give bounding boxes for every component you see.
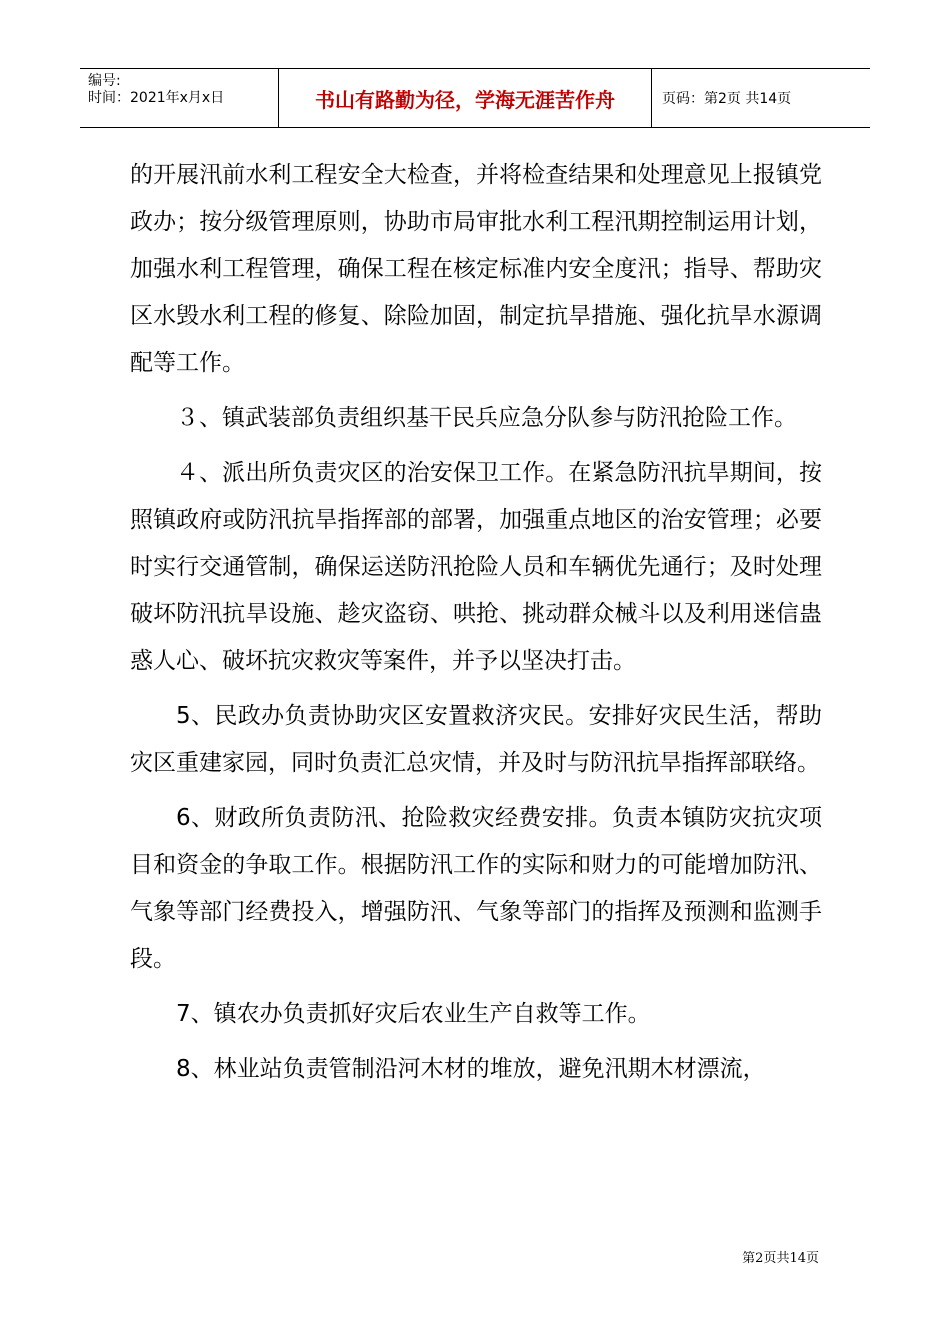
paragraph-item-5: 5、民政办负责协助灾区安置救济灾民。安排好灾民生活，帮助灾区重建家园，同时负责汇总灾情，并及时与防汛抗旱指挥部联络。 — [130, 703, 822, 776]
header-meta — [80, 69, 279, 127]
paragraph-item-3: ３、镇武装部负责组织基干民兵应急分队参与防汛抢险工作。 — [176, 405, 797, 431]
paragraph-item-4: ４、派出所负责灾区的治安保卫工作。在紧急防汛抗旱期间，按照镇政府或防汛抗旱指挥部的部署，加强重点地区的治安管理；必要时实行交通管制，确保运送防汛抢险人员和车辆优先通行；及时处理破坏防汛抗旱设施、趁灾盗窃、哄抢、挑动群众械斗以及利用迷信蛊惑人心、破坏抗灾救灾等案件，并予以坚决打击。 — [130, 460, 822, 674]
document-body — [130, 152, 822, 1101]
paragraph-item-6: 6、财政所负责防汛、抢险救灾经费安排。负责本镇防灾抗灾项目和资金的争取工作。根据防汛工作的实际和财力的可能增加防汛、气象等部门经费投入，增强防汛、气象等部门的指挥及预测和监测手段。 — [130, 805, 822, 972]
paragraph-item-7: 7、镇农办负责抓好灾后农业生产自救等工作。 — [176, 1001, 651, 1027]
document-date-label: 时间：2021年x月x日 — [88, 90, 225, 106]
page-footer: 第2页共14页 — [742, 1251, 819, 1266]
page-header — [80, 68, 870, 128]
header-page-info: 页码：第2页 共14页 — [662, 91, 792, 107]
paragraph-item-8: 8、林业站负责管制沿河木材的堆放，避免汛期木材漂流， — [176, 1056, 766, 1082]
paragraph-continuation: 的开展汛前水利工程安全大检查，并将检查结果和处理意见上报镇党政办；按分级管理原则，协助市局审批水利工程汛期控制运用计划，加强水利工程管理，确保工程在核定标准内安全度汛；指导、帮助灾区水毁水利工程的修复、除险加固，制定抗旱措施、强化抗旱水源调配等工作。 — [130, 162, 822, 376]
document-code-label: 编号: — [88, 73, 121, 89]
header-motto: 书山有路勤为径，学海无涯苦作舟 — [279, 69, 652, 127]
